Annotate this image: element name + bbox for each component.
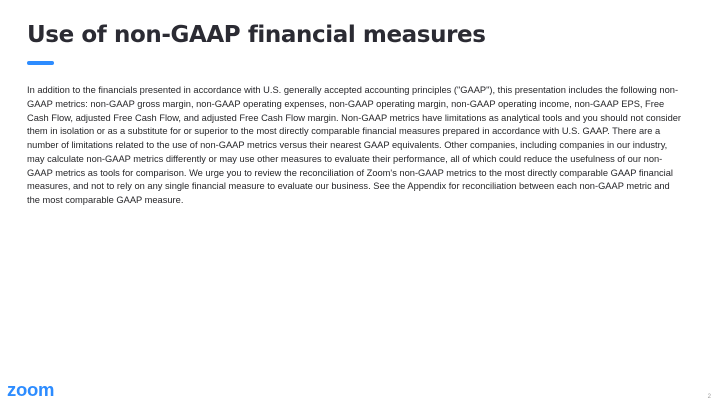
slide-title: Use of non-GAAP financial measures (27, 22, 486, 48)
title-accent-bar (27, 61, 54, 65)
page-number: 2 (707, 394, 711, 400)
zoom-logo: zoom (7, 379, 55, 400)
disclaimer-paragraph: In addition to the financials presented in accordance with U.S. generally accepted accounting principles ("GAAP"), this presentation includes the following non-GAAP metrics: non-GAAP gross margin, non-GAAP operating expenses, non-GAAP operating margin, non-GAAP operating income, non-GAAP EPS, Free Cash Flow, adjusted Free Cash Flow, and adjusted Free Cash Flow margin. Non-GAAP metrics have limitations as analytical tools and you should not consider them in isolation or as a substitute for or superior to the most directly comparable financial measures prepared in accordance with U.S. GAAP. There are a number of limitations related to the use of non-GAAP metrics versus their nearest GAAP equivalents. Other companies, including companies in our industry, may calculate non-GAAP metrics differently or may use other measures to evaluate their performance, all of which could reduce the usefulness of our non-GAAP metrics as tools for comparison. We urge you to review the reconciliation of Zoom's non-GAAP metrics to the most directly comparable GAAP financial measures, and not to rely on any single financial measure to evaluate our business. See the Appendix for reconciliation between each non-GAAP metric and the most comparable GAAP measure. (27, 85, 682, 205)
